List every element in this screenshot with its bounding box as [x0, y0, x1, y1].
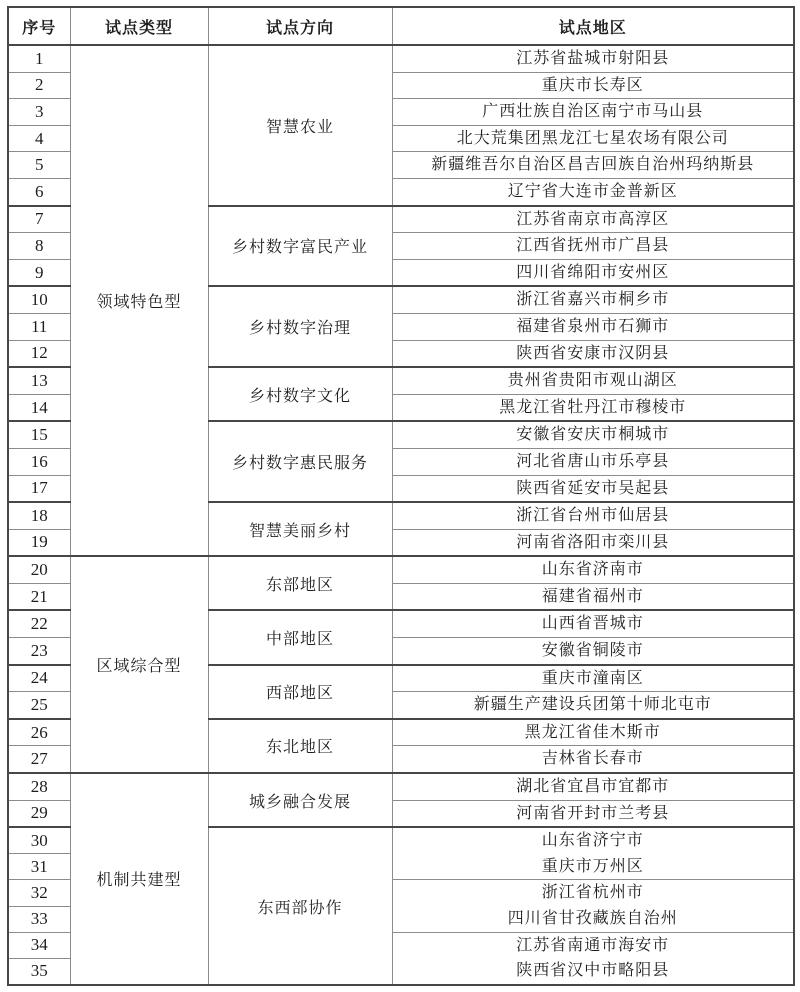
region-name: 江苏省南通市海安市: [516, 936, 670, 954]
region-name: 浙江省嘉兴市桐乡市: [516, 291, 670, 309]
region-name: 浙江省杭州市: [541, 884, 644, 902]
serial-cell: 16: [8, 448, 70, 475]
region-cell: [392, 746, 794, 773]
table-header: [8, 7, 794, 45]
region-name: 福建省泉州市石狮市: [516, 317, 670, 335]
serial-cell: 30: [8, 827, 70, 853]
header-cell: 试点地区: [392, 7, 794, 45]
serial-cell: 7: [8, 206, 70, 233]
pilot-regions-table: [7, 6, 795, 986]
serial-cell: 18: [8, 502, 70, 529]
region-cell: [392, 665, 794, 692]
direction-cell: 乡村数字惠民服务: [208, 421, 392, 502]
serial-cell: 29: [8, 800, 70, 827]
region-name: 黑龙江省牡丹江市穆棱市: [499, 398, 687, 416]
serial-cell: 31: [8, 854, 70, 880]
type-cell: 机制共建型: [70, 773, 208, 985]
serial-cell: 10: [8, 286, 70, 313]
region-cell: [392, 286, 794, 313]
region-name: 四川省甘孜藏族自治州: [507, 910, 678, 927]
region-cell: [392, 99, 794, 126]
serial-cell: 12: [8, 340, 70, 367]
region-name: 黑龙江省佳木斯市: [524, 723, 661, 741]
region-name: 辽宁省大连市金普新区: [507, 182, 678, 200]
region-name: 广西壮族自治区南宁市马山县: [482, 103, 704, 121]
serial-cell: 21: [8, 583, 70, 610]
serial-cell: 35: [8, 958, 70, 984]
serial-cell: 14: [8, 394, 70, 421]
serial-cell: 2: [8, 72, 70, 99]
direction-cell: 智慧美丽乡村: [208, 502, 392, 556]
region-cell: [392, 556, 794, 583]
serial-cell: 9: [8, 259, 70, 286]
region-name: 福建省福州市: [541, 587, 644, 605]
region-name: 湖北省宜昌市宜都市: [516, 778, 670, 796]
header-cell: 试点类型: [70, 7, 208, 45]
region-name: 河南省洛阳市栾川县: [516, 533, 670, 551]
table-body: [8, 45, 794, 985]
region-name: 江苏省盐城市射阳县: [516, 50, 670, 67]
serial-cell: 8: [8, 233, 70, 260]
region-cell: [392, 421, 794, 448]
region-cell: [392, 773, 794, 800]
region-name: 河北省唐山市乐亭县: [516, 452, 670, 470]
region-name: 重庆市长寿区: [541, 76, 644, 94]
serial-cell: 15: [8, 421, 70, 448]
region-name: 江苏省南京市高淳区: [516, 210, 670, 228]
serial-cell: 27: [8, 746, 70, 773]
serial-cell: 6: [8, 178, 70, 205]
region-name: 河南省开封市兰考县: [516, 804, 670, 822]
table-row: [8, 45, 794, 72]
serial-cell: 34: [8, 932, 70, 958]
region-cell: [392, 692, 794, 719]
region-cell: [392, 45, 794, 72]
serial-cell: 4: [8, 125, 70, 152]
serial-cell: 25: [8, 692, 70, 719]
direction-cell: 乡村数字富民产业: [208, 206, 392, 287]
region-name: 江西省抚州市广昌县: [516, 237, 670, 255]
region-cell: [392, 313, 794, 340]
region-name: 贵州省贵阳市观山湖区: [507, 372, 678, 390]
serial-cell: 32: [8, 880, 70, 906]
serial-cell: 33: [8, 906, 70, 932]
region-cell: [392, 367, 794, 394]
region-name: 山东省济宁市: [541, 832, 644, 850]
direction-cell: 中部地区: [208, 610, 392, 664]
region-name: 北大荒集团黑龙江七星农场有限公司: [456, 129, 729, 147]
serial-cell: 11: [8, 313, 70, 340]
region-cell: [392, 259, 794, 286]
region-name: 安徽省安庆市桐城市: [516, 426, 670, 444]
region-cell: [392, 394, 794, 421]
header-row: [8, 7, 794, 45]
region-cell: [392, 233, 794, 260]
serial-cell: 28: [8, 773, 70, 800]
table-row: [8, 773, 794, 800]
region-cell: [392, 610, 794, 637]
table-row: [8, 556, 794, 583]
region-cell: [392, 827, 794, 880]
region-cell: [392, 340, 794, 367]
region-name: 山东省济南市: [541, 561, 644, 579]
region-name: 安徽省铜陵市: [541, 642, 644, 660]
region-cell: [392, 583, 794, 610]
serial-cell: 13: [8, 367, 70, 394]
region-cell: [392, 502, 794, 529]
direction-cell: 东西部协作: [208, 827, 392, 985]
region-name: 陕西省汉中市略阳县: [516, 962, 670, 980]
region-name: 山西省晋城市: [541, 615, 644, 633]
region-cell: [392, 529, 794, 556]
region-name: 吉林省长春市: [541, 750, 644, 768]
header-cell: 试点方向: [208, 7, 392, 45]
region-name: 新疆维吾尔自治区昌吉回族自治州玛纳斯县: [431, 156, 755, 174]
region-cell: [392, 152, 794, 179]
direction-cell: 西部地区: [208, 665, 392, 719]
region-cell: [392, 448, 794, 475]
direction-cell: 东部地区: [208, 556, 392, 610]
direction-cell: 乡村数字文化: [208, 367, 392, 421]
region-cell: [392, 638, 794, 665]
region-cell: [392, 125, 794, 152]
serial-cell: 24: [8, 665, 70, 692]
direction-cell: 东北地区: [208, 719, 392, 773]
region-name: 重庆市潼南区: [541, 669, 644, 687]
region-cell: [392, 178, 794, 205]
region-cell: [392, 932, 794, 985]
type-cell: 区域综合型: [70, 556, 208, 773]
region-name: 陕西省安康市汉阴县: [516, 344, 670, 362]
direction-cell: 城乡融合发展: [208, 773, 392, 827]
serial-cell: 1: [8, 45, 70, 72]
region-cell: [392, 206, 794, 233]
type-cell: 领域特色型: [70, 45, 208, 556]
region-cell: [392, 719, 794, 746]
serial-cell: 20: [8, 556, 70, 583]
region-name: 重庆市万州区: [541, 857, 644, 875]
header-cell: 序号: [8, 7, 70, 45]
region-name: 四川省绵阳市安州区: [516, 263, 670, 281]
serial-cell: 19: [8, 529, 70, 556]
direction-cell: 智慧农业: [208, 45, 392, 206]
region-cell: [392, 475, 794, 502]
direction-cell: 乡村数字治理: [208, 286, 392, 367]
serial-cell: 3: [8, 99, 70, 126]
serial-cell: 26: [8, 719, 70, 746]
region-name: 浙江省台州市仙居县: [516, 507, 670, 525]
serial-cell: 5: [8, 152, 70, 179]
region-cell: [392, 800, 794, 827]
serial-cell: 22: [8, 610, 70, 637]
serial-cell: 23: [8, 638, 70, 665]
serial-cell: 17: [8, 475, 70, 502]
region-name: 新疆生产建设兵团第十师北屯市: [473, 696, 712, 714]
region-cell: [392, 880, 794, 932]
region-name: 陕西省延安市吴起县: [516, 479, 670, 497]
region-cell: [392, 72, 794, 99]
